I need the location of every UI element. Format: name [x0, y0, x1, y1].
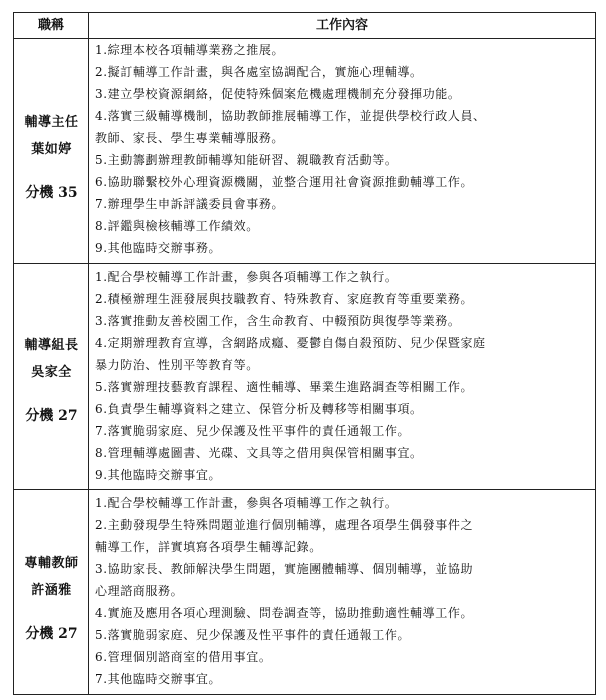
duty-item: 1.配合學校輔導工作計畫，參與各項輔導工作之執行。: [95, 270, 398, 284]
duty-item: 2.積極辦理生涯發展與技職教育、特殊教育、家庭教育等重要業務。: [95, 292, 474, 306]
duty-item: 3.落實推動友善校園工作，含生命教育、中輟預防與復學等業務。: [95, 314, 461, 328]
duties-list: [95, 264, 590, 489]
table-header: [14, 13, 595, 39]
table-row: [14, 264, 595, 490]
duty-item: 7.其他臨時交辦事宜。: [95, 672, 222, 686]
duty-item: 6.管理個別諮商室的借用事宜。: [95, 650, 272, 664]
header-content-col: 工作內容: [315, 18, 368, 33]
role-cell: [14, 490, 89, 694]
duty-item: 5.落實辦理技藝教育課程、適性輔導、畢業生進路調查等相關工作。: [95, 380, 474, 394]
role-cell: [14, 264, 89, 489]
duty-item-continued: 心理諮商服務。: [95, 584, 184, 598]
table-row: [14, 39, 595, 264]
role-title: 輔導主任: [24, 115, 79, 130]
duty-item: 3.建立學校資源網絡，促使特殊個案危機處理機制充分發揮功能。: [95, 87, 461, 101]
duty-item: 8.管理輔導處圖書、光碟、文具等之借用與保管相關事宜。: [95, 446, 423, 460]
duty-item: 1.綜理本校各項輔導業務之推展。: [95, 43, 285, 57]
role-name: 葉如婷: [31, 142, 72, 157]
role-title: 輔導組長: [24, 338, 79, 353]
role-extension: 分機 27: [25, 408, 78, 424]
role-cell: [14, 39, 89, 263]
duty-item-continued: 輔導工作，詳實填寫各項學生輔導記錄。: [95, 540, 322, 554]
role-name: 吳家全: [31, 365, 72, 380]
duty-item: 3.協助家長、教師解決學生問題，實施團體輔導、個別輔導，並協助: [95, 562, 474, 576]
duty-item: 2.主動發現學生特殊問題並進行個別輔導，處理各項學生偶發事件之: [95, 518, 474, 532]
duty-item: 7.辦理學生申訴評議委員會事務。: [95, 197, 285, 211]
duty-item: 7.落實脆弱家庭、兒少保護及性平事件的責任通報工作。: [95, 424, 411, 438]
duty-item: 4.定期辦理教育宣導，含網路成癮、憂鬱自傷自殺預防、兒少保暨家庭: [95, 336, 486, 350]
role-extension: 分機 27: [25, 626, 78, 642]
duty-item-continued: 暴力防治、性別平等教育等。: [95, 358, 259, 372]
staff-duties-table: [13, 12, 596, 695]
header-title-col: 職稱: [14, 13, 89, 38]
duties-list: [95, 490, 590, 694]
duty-item: 2.擬訂輔導工作計畫，與各處室協調配合，實施心理輔導。: [95, 65, 423, 79]
duty-item-continued: 教師、家長、學生專業輔導服務。: [95, 131, 285, 145]
role-title: 專輔教師: [24, 556, 79, 571]
duty-item: 6.協助聯繫校外心理資源機關，並整合運用社會資源推動輔導工作。: [95, 175, 474, 189]
duty-item: 5.主動籌劃辦理教師輔導知能研習、親職教育活動等。: [95, 153, 398, 167]
role-name: 許涵雅: [31, 583, 72, 598]
duty-item: 4.實施及應用各項心理測驗、問卷調查等，協助推動適性輔導工作。: [95, 606, 474, 620]
duty-item: 9.其他臨時交辦事務。: [95, 241, 222, 255]
duty-item: 8.評鑑與檢核輔導工作績效。: [95, 219, 259, 233]
duty-item: 1.配合學校輔導工作計畫，參與各項輔導工作之執行。: [95, 496, 398, 510]
role-extension: 分機 35: [25, 185, 78, 201]
duty-item: 4.落實三級輔導機制，協助教師推展輔導工作，並提供學校行政人員、: [95, 109, 486, 123]
duty-item: 6.負責學生輔導資料之建立、保管分析及轉移等相關事項。: [95, 402, 423, 416]
table-row: [14, 490, 595, 694]
duty-item: 5.落實脆弱家庭、兒少保護及性平事件的責任通報工作。: [95, 628, 411, 642]
duties-list: [95, 39, 590, 263]
duty-item: 9.其他臨時交辦事宜。: [95, 468, 222, 482]
